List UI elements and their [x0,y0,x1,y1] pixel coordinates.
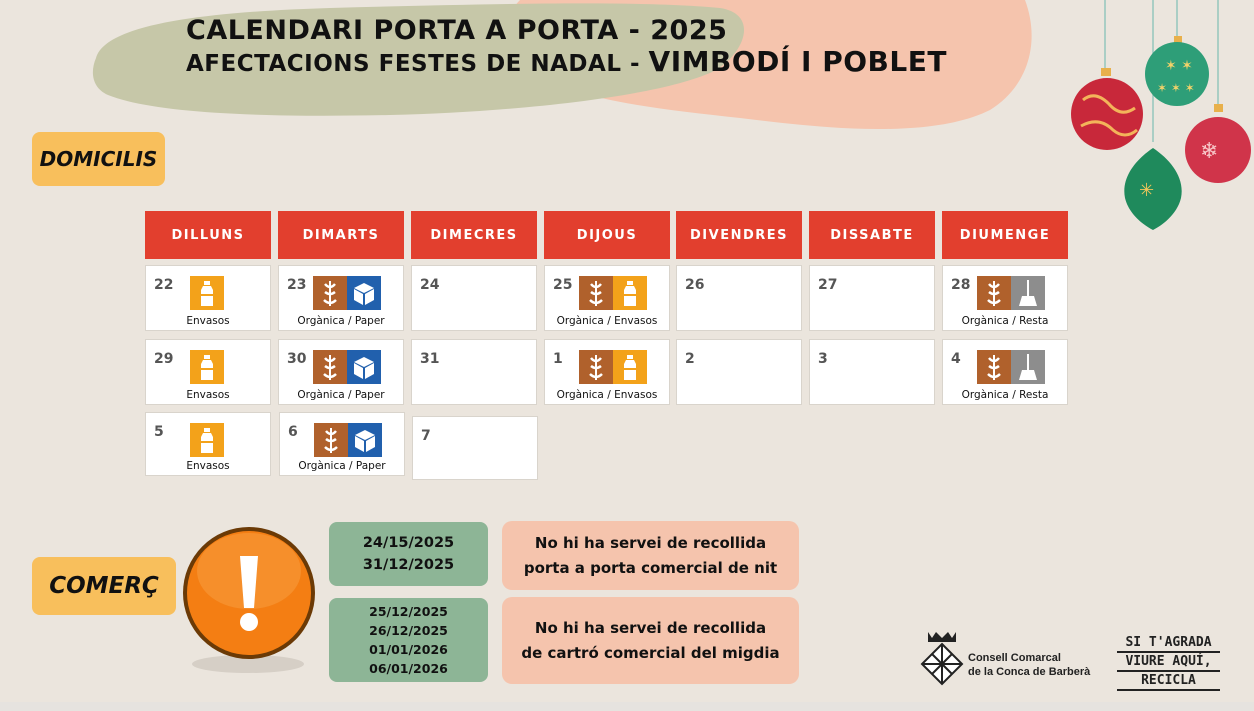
commerce-dates-night [329,522,488,586]
bottle-icon [613,276,647,310]
calendar-day-cell [278,265,404,331]
domicilis-label: DOMICILIS [32,132,165,186]
paper-box-icon [348,423,382,457]
day-number: 29 [154,351,174,367]
waste-type-icons [314,423,382,457]
bottom-strip [0,702,1254,711]
slogan-line: SI T'AGRADA [1117,634,1220,653]
calendar-day-cell [411,265,537,331]
day-number: 3 [818,351,828,367]
bottle-icon [190,276,224,310]
waste-type-icons [579,276,647,310]
weekday-header: DIMARTS [278,211,404,259]
day-number: 7 [421,428,431,444]
organic-icon [579,276,613,310]
waste-caption: Envasos [186,460,230,472]
notice-line: de cartró comercial del migdia [521,643,780,662]
waste-type-icons [313,350,381,384]
svg-text:❄: ❄ [1200,139,1219,164]
commerce-date: 26/12/2025 [369,623,448,638]
title-town: VIMBODÍ I POBLET [648,45,947,78]
calendar-day-cell [145,412,271,476]
slogan-line: VIURE AQUÍ, [1117,653,1220,672]
page-title [186,14,947,78]
comerc-label: COMERÇ [32,557,176,615]
day-number: 4 [951,351,961,367]
calendar-day-cell [145,265,271,331]
waste-caption: Orgànica / Envasos [556,389,658,401]
day-number: 23 [287,277,307,293]
waste-caption: Orgànica / Resta [961,389,1049,401]
commerce-date: 25/12/2025 [369,604,448,619]
calendar-day-cell [278,339,404,405]
waste-caption: Envasos [186,389,230,401]
council-line: Consell Comarcal [968,652,1061,664]
waste-caption: Orgànica / Paper [298,460,386,472]
day-number: 26 [685,277,705,293]
title-line-1: CALENDARI PORTA A PORTA - 2025 [186,15,728,46]
christmas-ornaments-icon [1065,0,1254,235]
title-line-2 [186,45,947,78]
calendar-day-cell [942,339,1068,405]
notice-line: No hi ha servei de recollida [534,618,767,637]
calendar-day-cell [145,339,271,405]
slogan-line: RECICLA [1117,672,1220,691]
title-subtitle: AFECTACIONS FESTES DE NADAL - [186,51,649,77]
notice-line: No hi ha servei de recollida [534,533,767,552]
commerce-date: 31/12/2025 [362,557,455,573]
weekday-header: DISSABTE [809,211,935,259]
bottle-icon [613,350,647,384]
organic-icon [313,276,347,310]
svg-text:✶ ✶: ✶ ✶ [1165,58,1193,74]
organic-icon [977,350,1011,384]
council-name [968,651,1090,679]
calendar-day-cell [809,265,935,331]
organic-icon [977,276,1011,310]
paper-box-icon [347,276,381,310]
broom-icon [1011,276,1045,310]
weekday-header: DIUMENGE [942,211,1068,259]
calendar-day-cell [676,265,802,331]
bottle-icon [190,423,224,457]
warning-icon [180,526,320,678]
waste-type-icons [190,350,224,384]
waste-caption: Envasos [186,315,230,327]
waste-type-icons [190,276,224,310]
weekday-header: DIMECRES [411,211,537,259]
day-number: 25 [553,277,573,293]
day-number: 6 [288,424,298,440]
calendar-day-cell [544,339,670,405]
commerce-notice-midday [502,597,799,684]
waste-caption: Orgànica / Paper [297,389,385,401]
day-number: 28 [951,277,971,293]
commerce-dates-midday [329,598,488,682]
commerce-notice-night [502,521,799,590]
commerce-date: 01/01/2026 [369,642,448,657]
day-number: 30 [287,351,307,367]
waste-type-icons [977,350,1045,384]
weekday-header: DIJOUS [544,211,670,259]
waste-type-icons [977,276,1045,310]
day-number: 31 [420,351,440,367]
day-number: 1 [553,351,563,367]
day-number: 2 [685,351,695,367]
calendar-day-cell [676,339,802,405]
day-number: 27 [818,277,838,293]
weekday-header: DIVENDRES [676,211,802,259]
commerce-date: 06/01/2026 [369,661,448,676]
day-number: 5 [154,424,164,440]
svg-text:✳: ✳ [1139,180,1155,201]
waste-type-icons [579,350,647,384]
organic-icon [313,350,347,384]
commerce-date: 24/15/2025 [362,535,455,551]
waste-caption: Orgànica / Envasos [556,315,658,327]
council-line: de la Conca de Barberà [968,666,1091,678]
bottle-icon [190,350,224,384]
calendar-day-cell [544,265,670,331]
organic-icon [579,350,613,384]
waste-type-icons [313,276,381,310]
paper-box-icon [347,350,381,384]
waste-type-icons [190,423,224,457]
organic-icon [314,423,348,457]
day-number: 24 [420,277,440,293]
calendar-day-cell [412,416,538,480]
calendar-day-cell [411,339,537,405]
notice-line: porta a porta comercial de nit [523,558,778,577]
weekday-header: DILLUNS [145,211,271,259]
broom-icon [1011,350,1045,384]
calendar-day-cell [809,339,935,405]
recycle-slogan-logo [1117,634,1220,691]
day-number: 22 [154,277,174,293]
svg-text:✶ ✶ ✶: ✶ ✶ ✶ [1157,81,1195,95]
waste-caption: Orgànica / Resta [961,315,1049,327]
council-shield-icon [918,628,966,688]
calendar-day-cell [279,412,405,476]
calendar-day-cell [942,265,1068,331]
waste-caption: Orgànica / Paper [297,315,385,327]
